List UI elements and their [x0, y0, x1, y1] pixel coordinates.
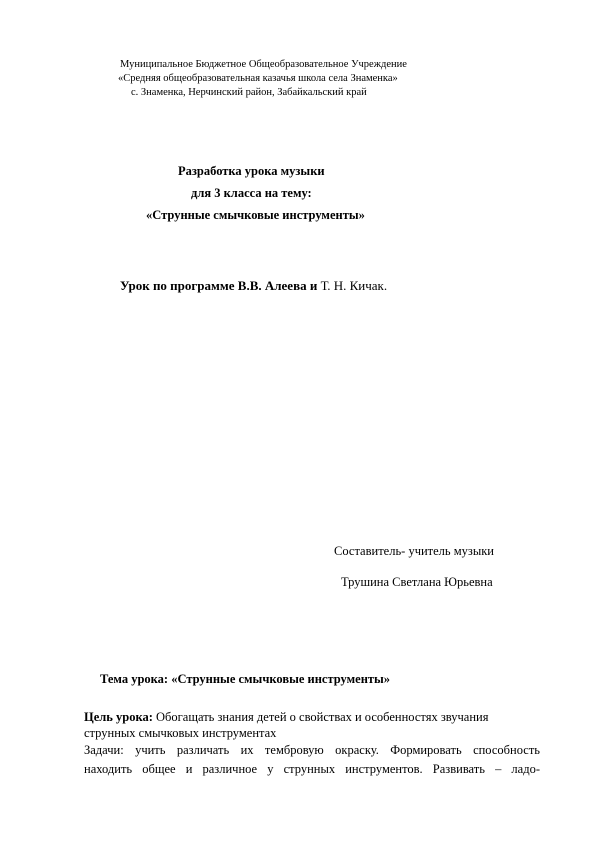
- author-name: Трушина Светлана Юрьевна: [341, 575, 493, 589]
- lesson-topic: Тема урока: «Струнные смычковые инструменты»: [100, 672, 391, 686]
- author-role: Составитель- учитель музыки: [334, 544, 494, 558]
- school-name-line2: «Средняя общеобразовательная казачья школа села Знаменка»: [118, 73, 398, 84]
- program-prefix: Урок по программе В.В. Алеева и: [120, 278, 318, 293]
- doc-title-line2: для 3 класса на тему:: [191, 186, 312, 200]
- program-line: [120, 278, 387, 294]
- lesson-tasks-line1: Задачи: учить различать их тембровую окраску. Формировать способность: [84, 743, 540, 757]
- goal-text: Обогащать знания детей о свойствах и особенностях звучания: [152, 710, 489, 724]
- lesson-goal-cont: струнных смычковых инструментах: [84, 726, 277, 740]
- school-name-line1: Муниципальное Бюджетное Общеобразовательное Учреждение: [120, 59, 407, 70]
- goal-label: Цель урока:: [84, 710, 153, 724]
- doc-title-line1: Разработка урока музыки: [178, 164, 325, 178]
- lesson-goal: [84, 710, 488, 725]
- school-address: с. Знаменка, Нерчинский район, Забайкальский край: [131, 87, 367, 98]
- lesson-tasks-line2: находить общее и различное у струнных инструментов. Развивать – ладо-: [84, 762, 540, 776]
- doc-title-line3: «Струнные смычковые инструменты»: [146, 208, 365, 222]
- program-suffix: Т. Н. Кичак.: [317, 278, 388, 293]
